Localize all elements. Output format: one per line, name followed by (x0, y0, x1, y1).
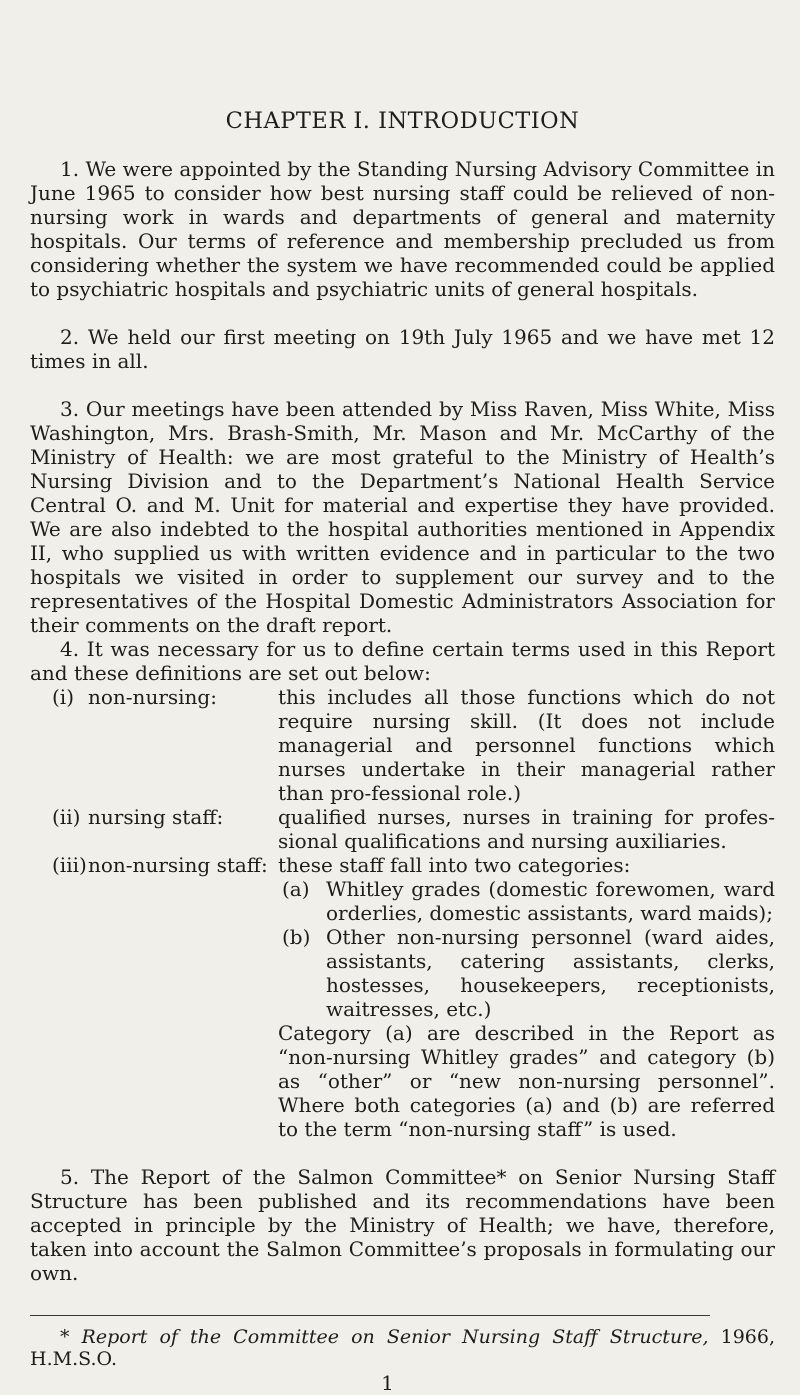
definitions-list (30, 685, 775, 1165)
definition-term: nursing staff: (88, 805, 224, 829)
footnote-plain: 1966, H.M.S.O. (30, 1326, 775, 1370)
subcategory-label: (b) (282, 925, 311, 949)
definition-body (278, 685, 775, 805)
paragraph-1: 1. We were appointed by the Standing Nursing Advisory Committee in June 1965 to consider how best nursing staff could be relieved of non-nursing work in wards and departments of general and maternity hospitals. Our terms of reference and membership precluded us from considering whether the system we have recommended could be applied to psychiatric hospitals and psychiatric units of general hospitals. (30, 157, 775, 301)
definition-body (278, 805, 775, 853)
page-number: 1 (381, 1371, 394, 1395)
definition-number: (ii) (52, 805, 81, 829)
category-note: Category (a) are described in the Report as “non-nursing Whitley grades” and category (b) as “other” or “new non-nursing personnel”. Where both categories (a) and (b) are referred to the term “non-nursing staff” is used. (278, 1021, 775, 1141)
definition-item (30, 805, 775, 853)
footnote-divider (30, 1315, 710, 1316)
subcategory-text: Other non-nursing personnel (ward aides, assistants, catering assistants, clerks, hostesses, housekeepers, receptionists, waitresses, etc.) (326, 925, 775, 1021)
paragraph-4: 4. It was necessary for us to define certain terms used in this Report and these definitions are set out below: (30, 637, 775, 685)
definition-item (30, 685, 775, 805)
subcategory-item (278, 877, 775, 925)
definition-term: non-nursing: (88, 685, 217, 709)
definition-text: this includes all those functions which do not require nursing skill. (It does not include managerial and personnel functions which nurses undertake in their managerial rather than pro-fessional role.) (278, 685, 775, 805)
definition-number: (iii) (52, 853, 87, 877)
footnote-italic: * Report of the Committee on Senior Nursing Staff Structure, (60, 1326, 709, 1348)
definition-body (278, 853, 775, 1165)
definition-number: (i) (52, 685, 75, 709)
chapter-title: CHAPTER I. INTRODUCTION (225, 108, 580, 134)
definition-text: qualified nurses, nurses in training for profes-sional qualifications and nursing auxiliaries. (278, 805, 775, 853)
document-page (30, 108, 775, 1394)
definition-text: these staff fall into two categories: (278, 853, 631, 877)
footnote (30, 1326, 775, 1370)
definition-term: non-nursing staff: (88, 853, 268, 877)
paragraph-2: 2. We held our first meeting on 19th July 1965 and we have met 12 times in all. (30, 325, 775, 373)
paragraph-5: 5. The Report of the Salmon Committee* on Senior Nursing Staff Structure has been published and its recommendations have been accepted in principle by the Ministry of Health; we have, therefore, taken into account the Salmon Committee’s proposals in formulating our own. (30, 1165, 775, 1285)
subcategory-label: (a) (282, 877, 310, 901)
definition-item (30, 853, 775, 1165)
subcategory-text: Whitley grades (domestic forewomen, ward orderlies, domestic assistants, ward maids); (326, 877, 775, 925)
subcategory-item (278, 925, 775, 1021)
paragraph-3: 3. Our meetings have been attended by Miss Raven, Miss White, Miss Washington, Mrs. Brash-Smith, Mr. Mason and Mr. McCarthy of the Ministry of Health: we are most grateful to the Ministry of Health’s Nursing Division and to the Department’s National Health Service Central O. and M. Unit for material and expertise they have provided. We are also indebted to the hospital authorities mentioned in Appendix II, who supplied us with written evidence and in particular to the two hospitals we visited in order to supplement our survey and to the representatives of the Hospital Domestic Administrators Association for their comments on the draft report. (30, 397, 775, 637)
